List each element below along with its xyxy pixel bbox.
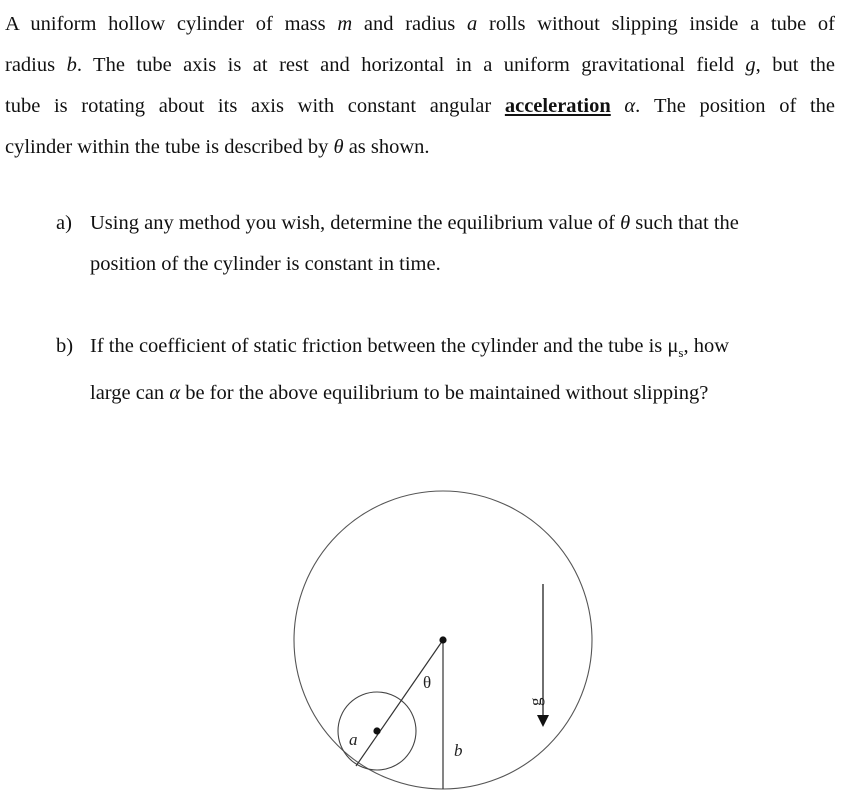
radius-b-label: b [454,741,463,760]
question-a-label: a) [56,212,72,234]
question-line: If the coefficient of static friction between the cylinder and the tube is $\mu_s$, how [90,335,729,361]
gravity-g-label: g [526,697,545,706]
problem-line: radius b. The tube axis is at rest and horizontal in a uniform gravitational field g, but the [5,54,835,76]
tube-center-dot [439,636,446,643]
question-b-label: b) [56,335,74,357]
gravity-arrow-head [537,715,549,727]
radial-line [356,640,443,766]
radius-a-label: a [349,730,358,749]
question-line: Using any method you wish, determine the equilibrium value of θ such that the [90,212,739,234]
problem-line: cylinder within the tube is described by θ as shown. [5,136,430,158]
theta-label: θ [423,673,432,692]
cylinder-center-dot [373,727,380,734]
question-line: large can α be for the above equilibrium to be maintained without slipping? [90,382,709,405]
problem-line: A uniform hollow cylinder of mass m and radius a rolls without slipping inside a tube of [5,13,836,35]
problem-line: tube is rotating about its axis with constant angular acceleration α. The position of the [5,95,836,117]
question-line: position of the cylinder is constant in time. [90,253,441,275]
